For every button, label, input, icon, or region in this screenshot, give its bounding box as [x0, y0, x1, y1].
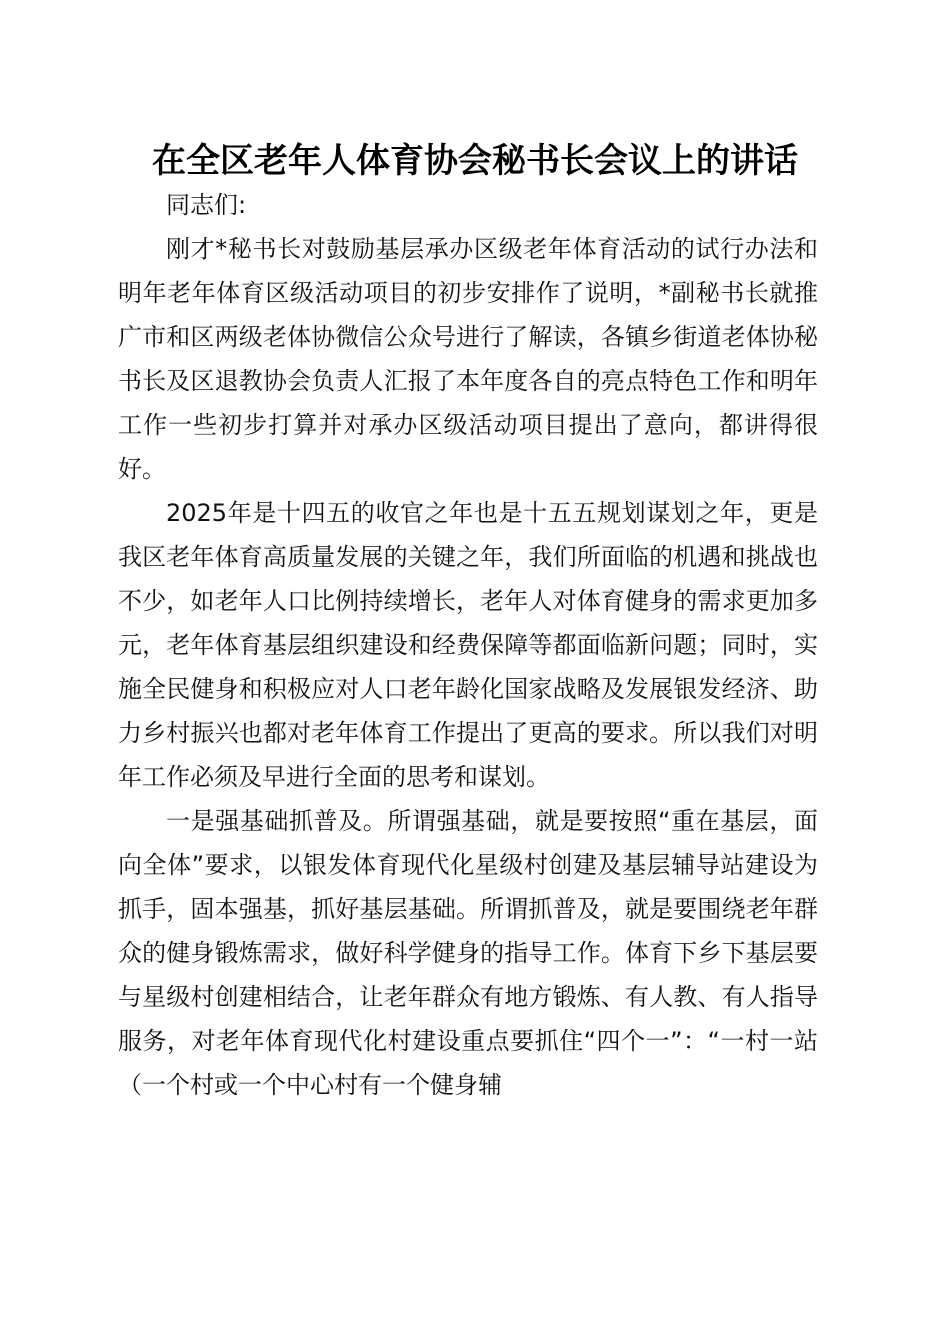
paragraph-3: 一是强基础抓普及。所谓强基础，就是要按照“重在基层，面向全体”要求，以银发体育现代化星级村创建及基层辅导站建设为抓手，固本强基，抓好基层基础。所谓抓普及，就是要围绕老年群众的健身锻炼需求，做好科学健身的指导工作。体育下乡下基层要与星级村创建相结合，让老年群众有地方锻炼、有人教、有人指导服务，对老年体育现代化村建设重点要抓住“四个一”：“一村一站（一个村或一个中心村有一个健身辅 — [118, 807, 818, 1099]
document-body — [118, 183, 818, 1107]
paragraph-1: 刚才*秘书长对鼓励基层承办区级老年体育活动的试行办法和明年老年体育区级活动项目的初步安排作了说明，*副秘书长就推广市和区两级老体协微信公众号进行了解读，各镇乡街道老体协秘书长及区退教协会负责人汇报了本年度各自的亮点特色工作和明年工作一些初步打算并对承办区级活动项目提出了意向，都讲得很好。 — [118, 235, 818, 483]
paragraph-2: 2025年是十四五的收官之年也是十五五规划谋划之年，更是我区老年体育高质量发展的关键之年，我们所面临的机遇和挑战也不少，如老年人口比例持续增长，老年人对体育健身的需求更加多元，老年体育基层组织建设和经费保障等都面临新问题；同时，实施全民健身和积极应对人口老年龄化国家战略及发展银发经济、助力乡村振兴也都对老年体育工作提出了更高的要求。所以我们对明年工作必须及早进行全面的思考和谋划。 — [118, 499, 818, 791]
document-title: 在全区老年人体育协会秘书长会议上的讲话 — [152, 141, 798, 181]
salutation: 同志们: — [166, 191, 247, 219]
